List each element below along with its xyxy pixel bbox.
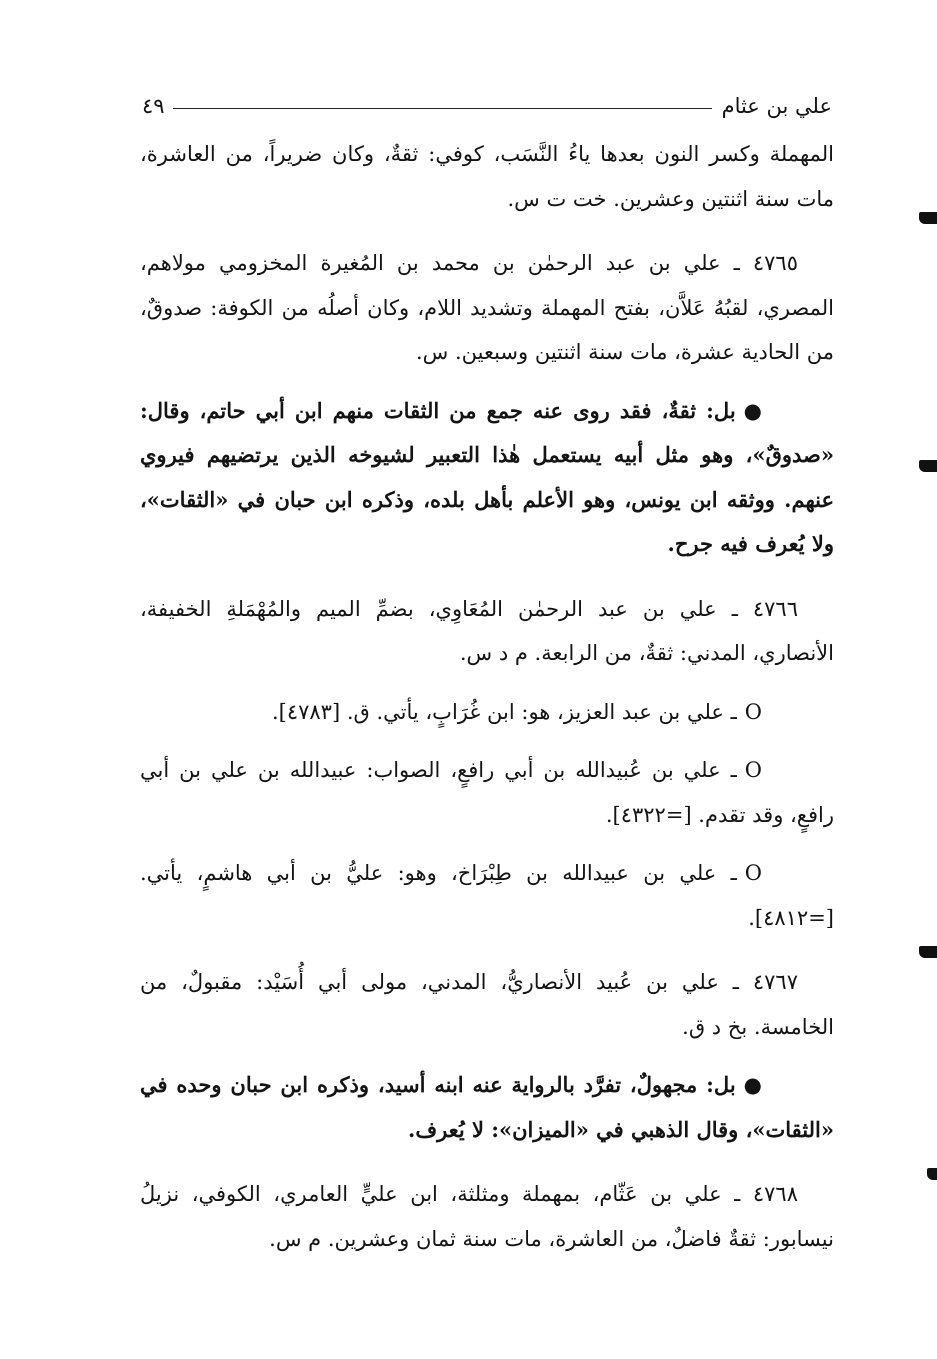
entry-text: ٤٧٦٨ ـ علي بن عَثّام، بمهملة ومثلثة، ابن عليٍّ العامري، الكوفي، نزيلُ نيسابور: ثقةٌ فاضلٌ، من العاشرة، مات سنة ثمان وعشرين. م س. bbox=[140, 1182, 834, 1251]
bullet-icon: ● bbox=[743, 1072, 762, 1097]
bullet-icon: ● bbox=[743, 397, 762, 423]
entry-text: ٤٧٦٥ ـ علي بن عبد الرحمٰن بن محمد بن المُغيرة المخزومي مولاهم، المصري، لقبُهُ عَلاَّن، بفتح المهملة وتشديد اللام، وكان أصلُه من الكوفة: صدوقٌ، من الحادية عشرة، مات سنة اثنتين وسبعين. س. bbox=[140, 251, 834, 364]
circle-icon: O bbox=[744, 699, 762, 724]
page-number: ٤٩ bbox=[142, 94, 173, 118]
note-text: بل: مجهولٌ، تفرَّد بالرواية عنه ابنه أسيد، وذكره ابن حبان وحده في «الثقات»، وقال الذهبي في «الميزان»: لا يُعرف. bbox=[140, 1072, 834, 1142]
editor-note bbox=[140, 1063, 834, 1152]
entry-4765 bbox=[140, 241, 834, 375]
margin-mark bbox=[919, 212, 937, 224]
note-text: بل: ثقةٌ، فقد روى عنه جمع من الثقات منهم ابن أبي حاتم، وقال: «صدوقٌ»، وهو مثل أبيه يستعمل هٰذا التعبير لشيوخه الذين يرتضيهم فيروي عنهم. ووثقه ابن يونس، وهو الأعلم بأهل بلده، وذكره ابن حبان في «الثقات»، ولا يُعرف فيه جرح. bbox=[140, 397, 834, 556]
page-header bbox=[142, 92, 832, 126]
editor-note bbox=[140, 389, 834, 567]
entry-text: ٤٧٦٧ ـ علي بن عُبيد الأنصاريُّ، المدني، مولى أبي أُسَيْد: مقبولٌ، من الخامسة. بخ د ق. bbox=[140, 970, 834, 1039]
entry-4766 bbox=[140, 587, 834, 676]
entry-text: ٤٧٦٦ ـ علي بن عبد الرحمٰن المُعَاوِي، بضمِّ الميم والمُهْمَلةِ الخفيفة، الأنصاري، المدني: ثقةٌ، من الرابعة. م د س. bbox=[140, 596, 834, 665]
header-rule bbox=[172, 108, 712, 109]
margin-mark bbox=[919, 460, 937, 472]
entry-text: المهملة وكسر النون بعدها ياءُ النَّسَب، كوفي: ثقةٌ، وكان ضريراً، من العاشرة، مات سنة اثنتين وعشرين. خت ت س. bbox=[140, 142, 834, 211]
cross-reference bbox=[140, 690, 834, 735]
entry-continuation bbox=[140, 132, 834, 221]
reference-text: ـ علي بن عبيدالله بن طِبْرَاخ، وهو: عليُّ بن أبي هاشمٍ، يأتي. [=٤٨١٢]. bbox=[140, 861, 834, 930]
running-title: علي بن عثام bbox=[714, 94, 832, 118]
circle-icon: O bbox=[744, 758, 762, 782]
margin-mark bbox=[927, 1168, 937, 1180]
circle-icon: O bbox=[744, 861, 762, 885]
cross-reference bbox=[140, 851, 834, 940]
reference-text: ـ علي بن عُبيدالله بن أبي رافعٍ، الصواب: عبيدالله بن علي بن أبي رافعٍ، وقد تقدم. [=٤٣٢٢]. bbox=[140, 758, 834, 827]
reference-text: ـ علي بن عبد العزيز، هو: ابن غُرَابٍ، يأتي. ق. [٤٧٨٣]. bbox=[271, 699, 737, 724]
entry-4767 bbox=[140, 960, 834, 1049]
page-body bbox=[140, 132, 834, 1261]
cross-reference bbox=[140, 748, 834, 837]
entry-4768 bbox=[140, 1172, 834, 1261]
margin-mark bbox=[919, 946, 937, 958]
